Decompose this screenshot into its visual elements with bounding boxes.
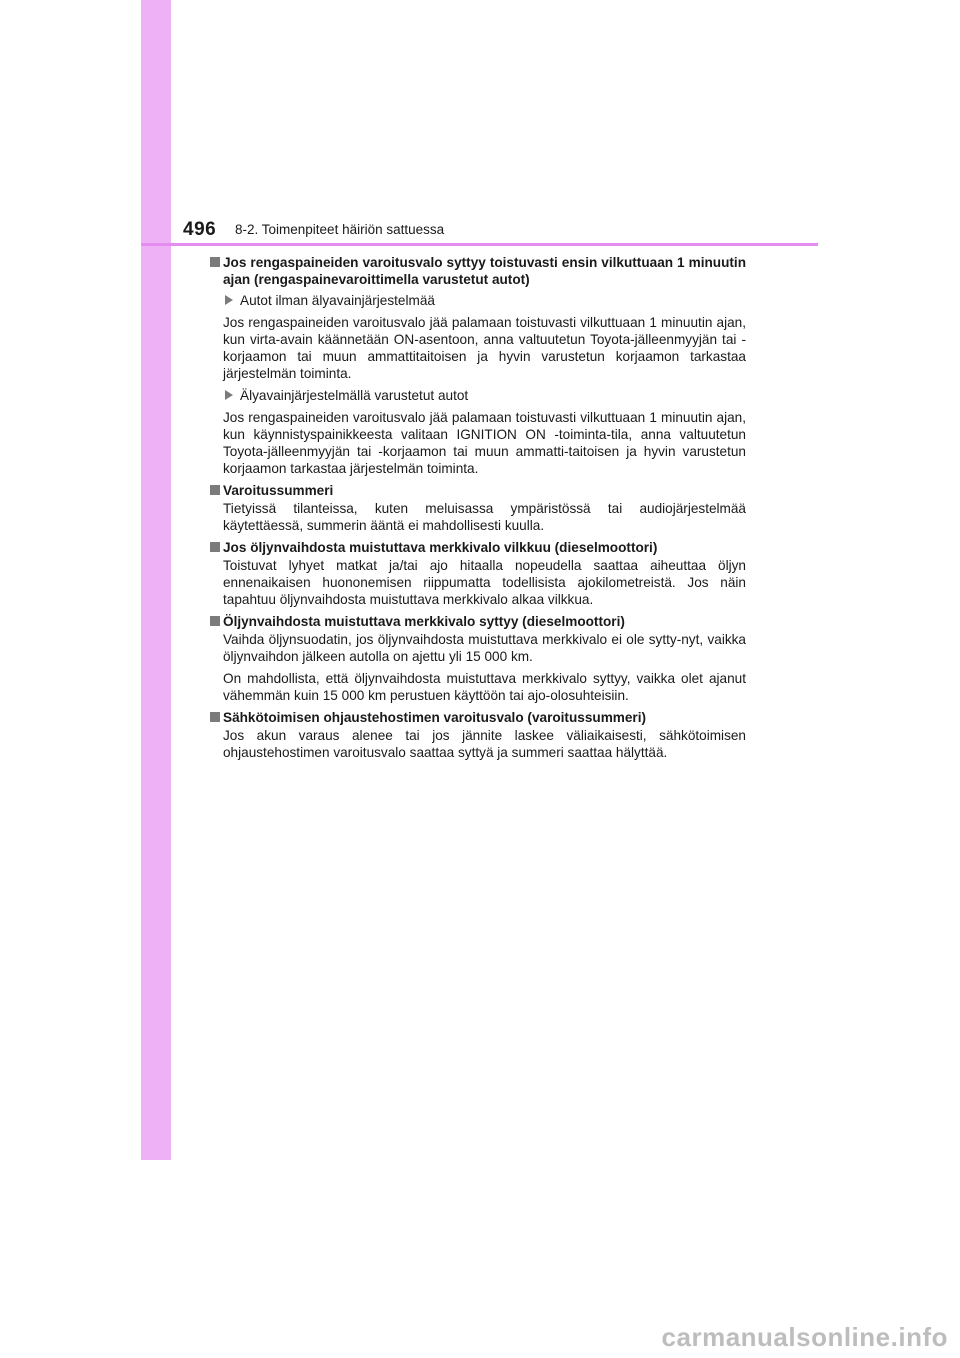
section-heading [210,482,746,499]
chapter-side-band [141,0,171,1160]
section-tpms [210,254,746,477]
square-bullet-icon [210,257,220,267]
square-bullet-icon [210,712,220,722]
heading-text: Öljynvaihdosta muistuttava merkkivalo syttyy (dieselmoottori) [223,614,625,629]
square-bullet-icon [210,616,220,626]
triangle-bullet-icon [225,390,233,400]
section-warning-buzzer [210,482,746,534]
square-bullet-icon [210,542,220,552]
sub-label: Älyavainjärjestelmällä varustetut autot [240,388,469,403]
heading-text: Jos öljynvaihdosta muistuttava merkkivalo vilkkuu (dieselmoottori) [223,540,658,555]
content [210,254,746,766]
section-title: 8-2. Toimenpiteet häiriön sattuessa [235,222,445,237]
paragraph: Jos akun varaus alenee tai jos jännite laskee väliaikaisesti, sähkötoimisen ohjaustehostimen varoitusvalo saattaa syttyä ja summeri saattaa hälyttää. [223,728,746,760]
section-heading [210,539,746,556]
section-oil-reminder-blinks [210,539,746,608]
sub-item [210,387,746,404]
sub-item [210,292,746,309]
section-heading [210,613,746,630]
square-bullet-icon [210,485,220,495]
heading-text: Jos rengaspaineiden varoitusvalo syttyy toistuvasti ensin vilkuttuaan 1 minuutin ajan (rengaspainevaroittimella varustetut autot) [223,255,746,287]
triangle-bullet-icon [225,295,233,305]
paragraph: Jos rengaspaineiden varoitusvalo jää palamaan toistuvasti vilkuttuaan 1 minuutin ajan, kun virta-avain käännetään ON-asentoon, anna valtuutetun Toyota-jälleenmyyjän tai -korjaamon tai muun ammattitaitoisen ja hyvin varustetun korjaamon tarkastaa järjestelmän toiminta. [223,315,746,381]
header-rule [141,243,818,246]
paragraph: Vaihda öljynsuodatin, jos öljynvaihdosta muistuttava merkkivalo ei ole sytty-nyt, vaikka öljynvaihdon jälkeen autolla on ajettu yli 15 000 km. [223,632,746,664]
paragraph: Toistuvat lyhyet matkat ja/tai ajo hitaalla nopeudella saattaa aiheuttaa öljyn ennenaikaisen huononemisen riippumatta todellisista ajokilometreistä. Jos näin tapahtuu öljynvaihdosta muistuttava merkkivalo alkaa vilkkua. [223,558,746,607]
paragraph: Tietyissä tilanteissa, kuten meluisassa ympäristössä tai audiojärjestelmää käytettäessä, summerin ääntä ei mahdollisesti kuulla. [223,501,746,533]
watermark-logo[interactable]: carmanualsonline.info [661,1322,948,1352]
section-oil-reminder-lit [210,613,746,704]
section-power-steering [210,709,746,761]
section-heading [210,709,746,726]
page-number: 496 [183,219,217,240]
section-heading [210,254,746,288]
header-tab [141,196,171,243]
heading-text: Varoitussummeri [223,483,334,498]
sub-label: Autot ilman älyavainjärjestelmää [240,293,435,308]
paragraph: Jos rengaspaineiden varoitusvalo jää palamaan toistuvasti vilkuttuaan 1 minuutin ajan, kun käynnistyspainikkeesta valitaan IGNITION ON -toiminta-tila, anna valtuutetun Toyota-jälleenmyyjän tai -korjaamon tai muun ammatti-taitoisen ja hyvin varustetun korjaamon tarkastaa järjestelmän toiminta. [223,410,746,476]
heading-text: Sähkötoimisen ohjaustehostimen varoitusvalo (varoitussummeri) [223,710,647,725]
paragraph: On mahdollista, että öljynvaihdosta muistuttava merkkivalo syttyy, vaikka olet ajanut vähemmän kuin 15 000 km perustuen käyttöön tai ajo-olosuhteisiin. [223,671,746,703]
